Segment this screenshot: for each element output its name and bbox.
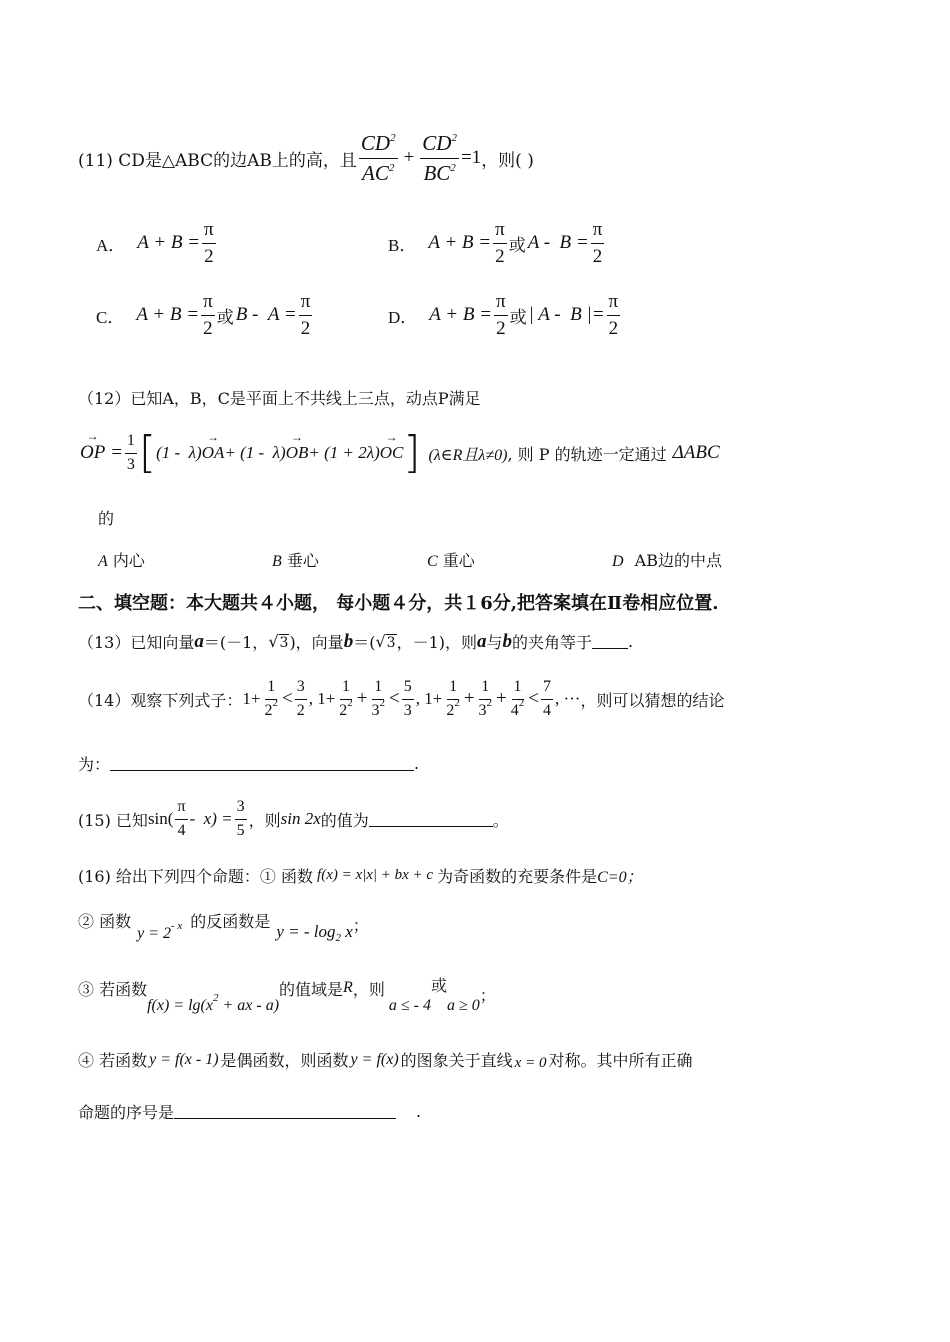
- q12-option-a[interactable]: A 内心: [98, 551, 145, 570]
- q11-stem-tail: ，则( ): [481, 150, 534, 171]
- q12-option-b[interactable]: B 垂心: [272, 551, 319, 570]
- q12-stem: （12）已知A，B，C是平面上不共线上三点，动点P满足: [78, 389, 481, 408]
- q15-answer-blank[interactable]: [369, 812, 493, 827]
- q11-fraction-1: $\frac{CD^2}{AC^2}$: [360, 131, 396, 185]
- q11-option-d[interactable]: D． A + B = $\frac{\pi}{2}$ 或 | A - B |= $\frac{\pi}{2}$: [388, 290, 619, 339]
- q13-answer-blank[interactable]: [592, 634, 628, 649]
- plus-sign: +: [403, 147, 415, 168]
- q14-answer-blank[interactable]: [110, 756, 414, 771]
- pi-over-2: $\frac{\pi}{2}$: [204, 218, 214, 267]
- q12-formula: → OP = $\frac{1}{3}$ [ (1 - λ)→ OA+ (1 - λ)→ OB+ (1 + 2λ)→ OC ] (λ∈R且λ≠0) , 则 P 的轨迹一定通过 ΔABC: [80, 428, 720, 478]
- q16-item-2: ② 函数 $y = 2^{- x}$ 的反函数是 y = - $\log_2 x$ ；: [78, 911, 369, 944]
- q14: （14）观察下列式子： 1+ $\frac{1}{2^2}$ < $\frac{3}{2}$ , 1+ $\frac{1}{2^2}$ + $\frac{1}{3^2}$ < $\frac{5}{3}$ , 1+ $\frac{1}{2^2}$ + $\frac{1}{3^2}$ + $\frac{1}{4^2}$ < $\frac{7}{4}$ , ··· ，则可以猜想的结论: [78, 677, 725, 719]
- q11-stem: [78, 128, 534, 188]
- q11-stem-text: (11) CD是△ABC的边AB上的高，且: [78, 150, 357, 171]
- q12-triangle: ΔABC: [672, 442, 720, 463]
- q16-item-4: ④ 若函数 y = f(x - 1) 是偶函数，则函数 y = f(x) 的图象关于直线 x = 0 对称。其中所有正确: [78, 1050, 693, 1071]
- section-heading: 二、填空题：本大题共４小题， 每小题４分，共１6分,把答案填在Ⅱ卷相应位置.: [78, 593, 719, 614]
- q16-stem: (16) 给出下列四个命题：① 函数 f(x) = x|x| + bx + c 为奇函数的充要条件是 C=0；: [78, 867, 643, 886]
- q11-rhs: =1: [460, 147, 482, 168]
- q11-option-a[interactable]: A． A + B = $\frac{\pi}{2}$: [96, 218, 214, 267]
- q16-item-4-line2: 命题的序号是 .: [78, 1102, 422, 1122]
- q12-option-d[interactable]: D AB边的中点: [612, 551, 722, 570]
- q16-answer-blank[interactable]: [174, 1104, 396, 1119]
- q14-line2: 为： .: [78, 754, 420, 774]
- q11-fraction-2: $\frac{CD^2}{BC^2}$: [422, 131, 457, 185]
- q12-cont: 的: [98, 509, 115, 528]
- q15: (15) 已知 sin( $\frac{\pi}{4}$ - x) = $\frac{3}{5}$ ，则 sin 2x 的值为 。: [78, 797, 509, 839]
- q12-condition: (λ∈R且λ≠0): [428, 446, 508, 464]
- q11-option-c[interactable]: C． A + B = $\frac{\pi}{2}$ 或 B - A = $\frac{\pi}{2}$: [96, 290, 311, 339]
- q16-item-3: ③ 若函数 $f(x) = \lg(x^2$ + ax - a) 的值域是 R ，则 a ≤ - 4 或 a ≥ 0 ；: [78, 975, 496, 1014]
- sqrt-3: √3: [268, 632, 289, 651]
- q13: （13）已知向量 a ＝(－1， √3 )，向量 b ＝( √3 ，－1)，则 a 与 b 的夹角等于 .: [78, 630, 634, 652]
- q12-option-c[interactable]: C 重心: [427, 551, 475, 570]
- q12-after: , 则 P 的轨迹一定通过: [507, 444, 667, 464]
- q11-option-b[interactable]: B． A + B = $\frac{\pi}{2}$ 或 A - B = $\frac{\pi}{2}$: [388, 218, 603, 267]
